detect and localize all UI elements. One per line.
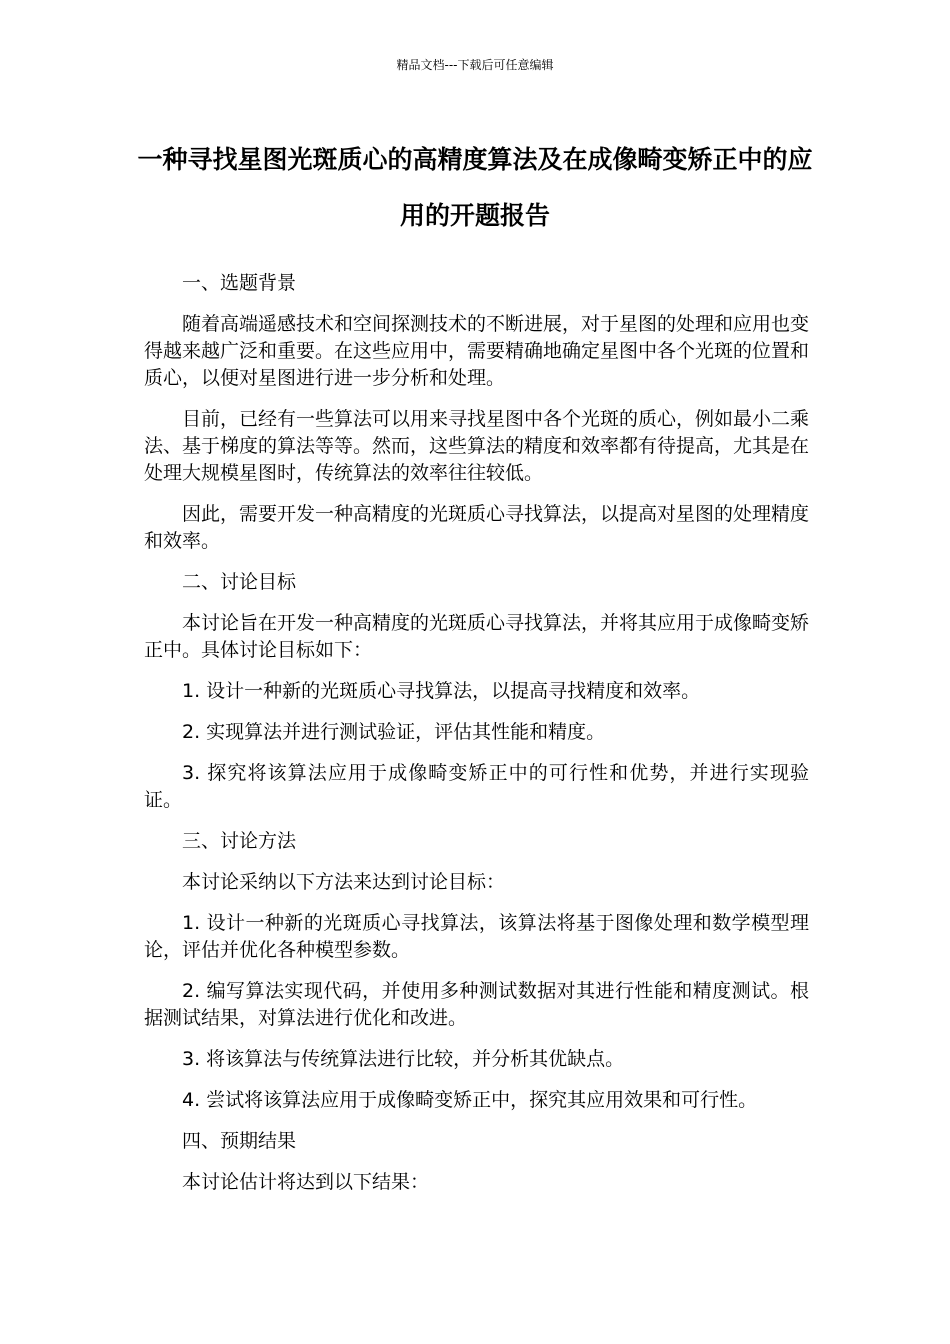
document-body xyxy=(144,270,809,1196)
paragraph-methods-intro: 本讨论采纳以下方法来达到讨论目标： xyxy=(182,871,506,893)
paragraph-expected-results-intro: 本讨论估计将达到以下结果： xyxy=(182,1171,430,1193)
paragraph-background-2: 目前，已经有一些算法可以用来寻找星图中各个光斑的质心，例如最小二乘法、基于梯度的算法等等。然而，这些算法的精度和效率都有待提高，尤其是在处理大规模星图时，传统算法的效率往往较低。 xyxy=(144,408,810,484)
list-item-goal-1: 1. 设计一种新的光斑质心寻找算法，以提高寻找精度和效率。 xyxy=(182,680,701,702)
list-item-method-4: 4. 尝试将该算法应用于成像畸变矫正中，探究其应用效果和可行性。 xyxy=(182,1089,758,1111)
paragraph-background-1: 随着高端遥感技术和空间探测技术的不断进展，对于星图的处理和应用也变得越来越广泛和重要。在这些应用中，需要精确地确定星图中各个光斑的位置和质心，以便对星图进行进一步分析和处理。 xyxy=(144,313,810,389)
paragraph-goals-intro: 本讨论旨在开发一种高精度的光斑质心寻找算法，并将其应用于成像畸变矫正中。具体讨论目标如下： xyxy=(144,612,810,661)
list-item-goal-3: 3. 探究将该算法应用于成像畸变矫正中的可行性和优势，并进行实现验证。 xyxy=(144,762,809,811)
list-item-method-3: 3. 将该算法与传统算法进行比较，并分析其优缺点。 xyxy=(182,1048,625,1070)
section-heading-expected-results: 四、预期结果 xyxy=(182,1130,297,1152)
document-title: 一种寻找星图光斑质心的高精度算法及在成像畸变矫正中的应用的开题报告 xyxy=(137,145,813,230)
section-heading-goals: 二、讨论目标 xyxy=(182,571,297,593)
paragraph-background-3: 因此，需要开发一种高精度的光斑质心寻找算法，以提高对星图的处理精度和效率。 xyxy=(144,503,810,552)
list-item-method-1: 1. 设计一种新的光斑质心寻找算法，该算法将基于图像处理和数学模型理论，评估并优化各种模型参数。 xyxy=(144,912,809,961)
section-heading-background: 一、选题背景 xyxy=(182,272,297,294)
page-header-note: 精品文档---下载后可任意编辑 xyxy=(396,58,554,72)
section-heading-methods: 三、讨论方法 xyxy=(182,830,297,852)
list-item-method-2: 2. 编写算法实现代码，并使用多种测试数据对其进行性能和精度测试。根据测试结果，对算法进行优化和改进。 xyxy=(144,980,809,1029)
list-item-goal-2: 2. 实现算法并进行测试验证，评估其性能和精度。 xyxy=(182,721,606,743)
